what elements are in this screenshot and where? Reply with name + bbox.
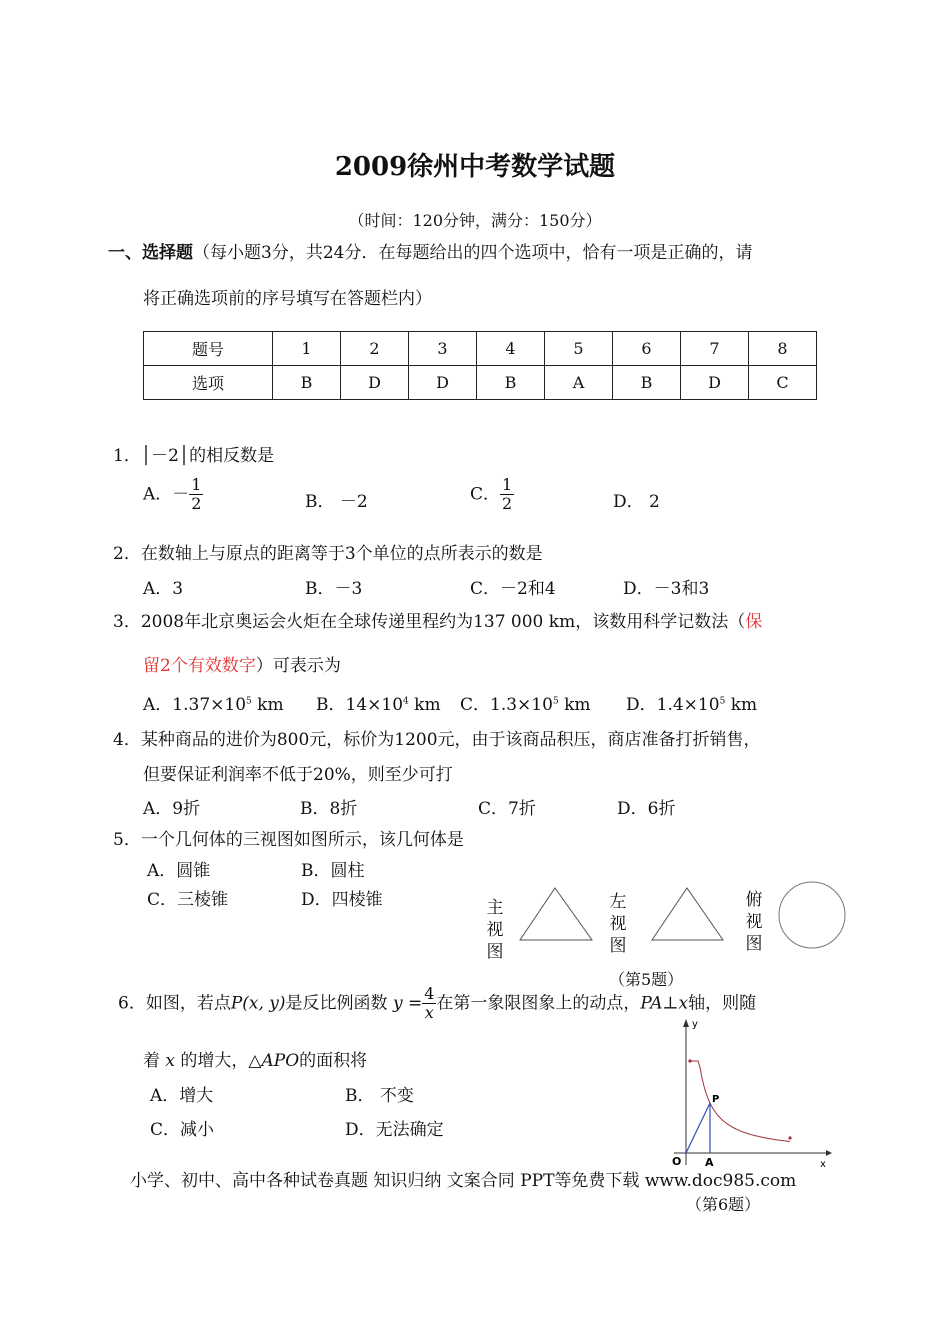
q2-option-a: A．3 — [143, 579, 184, 599]
table-cell: B — [613, 366, 681, 400]
table-cell: 7 — [681, 332, 749, 366]
table-row — [144, 332, 817, 366]
math-exponent: 4 — [403, 696, 409, 707]
table-cell: C — [749, 366, 817, 400]
section-title: 一、选择题 — [108, 243, 193, 263]
y-axis-arrow-icon — [683, 1019, 689, 1027]
q2-option-d: D．－3和3 — [623, 579, 710, 599]
question-text: 3．2008年北京奥运会火炬在全球传递里程约为137 000 km，该数用科学记数法（ — [113, 612, 746, 632]
question-6-stem — [118, 985, 756, 1023]
label-char: 图 — [745, 934, 763, 954]
section-heading — [108, 238, 752, 263]
question-3-stem-cont — [143, 651, 341, 676]
table-cell: 6 — [613, 332, 681, 366]
label-char: 视 — [486, 920, 504, 940]
table-cell: 5 — [545, 332, 613, 366]
math-exponent: 5 — [246, 696, 252, 707]
fraction — [422, 985, 436, 1023]
table-row — [144, 366, 817, 400]
q1-option-d: D． 2 — [613, 492, 660, 512]
question-number: 1． — [113, 446, 141, 466]
left-view-triangle — [652, 888, 723, 940]
option-label: C． — [460, 695, 491, 715]
math-point: P(x, y) — [230, 993, 286, 1014]
segment-op — [686, 1103, 710, 1153]
point-a-label: A — [705, 1156, 714, 1169]
label-char: 视 — [609, 914, 627, 934]
unit: km — [558, 695, 591, 715]
question-text: 的面积将 — [299, 1051, 368, 1071]
highlight-text: 留2个有效数字 — [143, 656, 256, 676]
top-view-circle — [779, 882, 845, 948]
question-3-stem — [113, 607, 762, 632]
numerator: 4 — [424, 984, 435, 1003]
absolute-value-expr: │－2│ — [140, 446, 190, 466]
point-p-label: P — [712, 1094, 720, 1105]
math-exponent: 5 — [552, 696, 559, 707]
section-instructions-cont: 将正确选项前的序号填写在答题栏内） — [143, 289, 432, 309]
three-views-figure — [510, 880, 850, 960]
hyperbola-curve — [690, 1061, 790, 1142]
q5-option-a: A．圆锥 — [147, 861, 211, 881]
label-char: 图 — [609, 936, 627, 956]
q4-option-a: A．9折 — [143, 799, 201, 819]
curve-endpoint — [788, 1136, 791, 1139]
question-2-stem: 2．在数轴上与原点的距离等于3个单位的点所表示的数是 — [113, 544, 543, 564]
question-text: 着 — [143, 1051, 160, 1071]
question-4-stem-cont: 但要保证利润率不低于20%，则至少可打 — [143, 765, 453, 785]
question-text: ）可表示为 — [255, 656, 341, 676]
q4-option-c: C．7折 — [478, 799, 536, 819]
q5-caption: （第5题） — [609, 970, 684, 989]
table-cell: D — [409, 366, 477, 400]
question-5-stem: 5．一个几何体的三视图如图所示，该几何体是 — [113, 830, 464, 850]
unit: km — [408, 695, 441, 715]
front-view-triangle — [520, 888, 592, 940]
option-label: D． — [626, 695, 657, 715]
option-label: C． — [470, 484, 501, 505]
y-axis-label: y — [692, 1019, 698, 1030]
table-cell: B — [477, 366, 545, 400]
q1-option-c — [470, 476, 514, 514]
label-char: 图 — [486, 942, 504, 962]
math-base: 1.4×10 — [656, 695, 720, 715]
inverse-function-graph — [668, 1015, 833, 1170]
q5-option-c: C．三棱锥 — [147, 890, 229, 910]
question-text: 的相反数是 — [189, 446, 275, 466]
question-1-stem — [113, 441, 274, 466]
table-row-label: 选项 — [144, 366, 273, 400]
question-text: 是反比例函数 — [285, 993, 388, 1014]
x-axis-label: x — [820, 1159, 826, 1170]
table-cell: D — [681, 366, 749, 400]
option-label: A．－ — [143, 484, 190, 505]
q3-option-b — [316, 690, 441, 715]
denominator: 2 — [191, 494, 202, 514]
q3-option-a — [143, 690, 284, 715]
unit: km — [251, 695, 284, 715]
fraction — [500, 476, 514, 514]
q4-option-b: B．8折 — [300, 799, 358, 819]
table-cell: B — [273, 366, 341, 400]
numerator: 1 — [191, 475, 202, 494]
math-segment: PA — [640, 993, 663, 1014]
page-title: 2009徐州中考数学试题 — [334, 152, 616, 182]
option-label: A． — [143, 695, 173, 715]
q6-option-b: B． 不变 — [345, 1086, 414, 1106]
q1-option-a — [143, 476, 203, 514]
label-char: 主 — [486, 898, 504, 918]
q1-option-b: B． －2 — [305, 492, 368, 512]
q4-option-d: D．6折 — [617, 799, 676, 819]
x-axis-arrow-icon — [826, 1150, 832, 1156]
footer-text: 小学、初中、高中各种试卷真题 知识归纳 文案合同 PPT等免费下载 www.doc985.com — [130, 1171, 797, 1191]
label-char: 俯 — [745, 890, 763, 910]
q6-option-a: A．增大 — [150, 1086, 214, 1106]
table-header-label: 题号 — [144, 332, 273, 366]
q6-option-d: D．无法确定 — [345, 1120, 444, 1140]
denominator: 2 — [502, 494, 513, 514]
question-4-stem: 4．某种商品的进价为800元，标价为1200元，由于该商品积压，商店准备打折销售， — [113, 730, 761, 750]
denominator: x — [424, 1003, 434, 1023]
table-cell: 3 — [409, 332, 477, 366]
table-cell: D — [341, 366, 409, 400]
section-instructions: （每小题3分，共24分．在每题给出的四个选项中，恰有一项是正确的，请 — [193, 243, 753, 263]
math-triangle: APO — [261, 1051, 300, 1071]
question-6-stem-cont — [143, 1046, 367, 1071]
label-char: 视 — [745, 912, 763, 932]
table-cell: 2 — [341, 332, 409, 366]
math-exponent: 5 — [719, 696, 726, 707]
math-var: x — [165, 1051, 175, 1071]
math-base: 1.37×10 — [172, 695, 247, 715]
q2-option-c: C．－2和4 — [470, 579, 556, 599]
curve-endpoint — [688, 1059, 691, 1062]
math-var: x — [678, 993, 689, 1014]
q6-caption: （第6题） — [686, 1195, 761, 1214]
q6-option-c: C．减小 — [150, 1120, 215, 1140]
math-base: 1.3×10 — [490, 695, 553, 715]
question-text: 轴，则随 — [688, 993, 757, 1014]
q5-option-b: B．圆柱 — [301, 861, 365, 881]
perpendicular-symbol: ⊥ — [662, 993, 679, 1014]
numerator: 1 — [502, 475, 513, 494]
answer-table — [143, 331, 817, 400]
exam-info: （时间：120分钟，满分：150分） — [348, 211, 602, 230]
table-cell: A — [545, 366, 613, 400]
unit: km — [725, 695, 758, 715]
table-cell: 1 — [273, 332, 341, 366]
origin-label: O — [672, 1155, 682, 1168]
q3-option-c — [460, 690, 591, 715]
question-text: 6．如图，若点 — [118, 993, 231, 1014]
math-lhs: y = — [392, 993, 423, 1014]
table-cell: 8 — [749, 332, 817, 366]
highlight-text: 保 — [745, 612, 763, 632]
label-char: 左 — [609, 892, 627, 912]
question-text: 在第一象限图象上的动点， — [436, 993, 641, 1014]
q3-option-d — [626, 690, 757, 715]
q2-option-b: B．－3 — [305, 579, 363, 599]
q5-option-d: D．四棱锥 — [301, 890, 383, 910]
front-view-label — [485, 897, 505, 963]
math-base: 14×10 — [345, 695, 404, 715]
fraction — [189, 476, 203, 514]
question-text: 的增大，△ — [180, 1051, 262, 1071]
table-cell: 4 — [477, 332, 545, 366]
option-label: B． — [316, 695, 346, 715]
